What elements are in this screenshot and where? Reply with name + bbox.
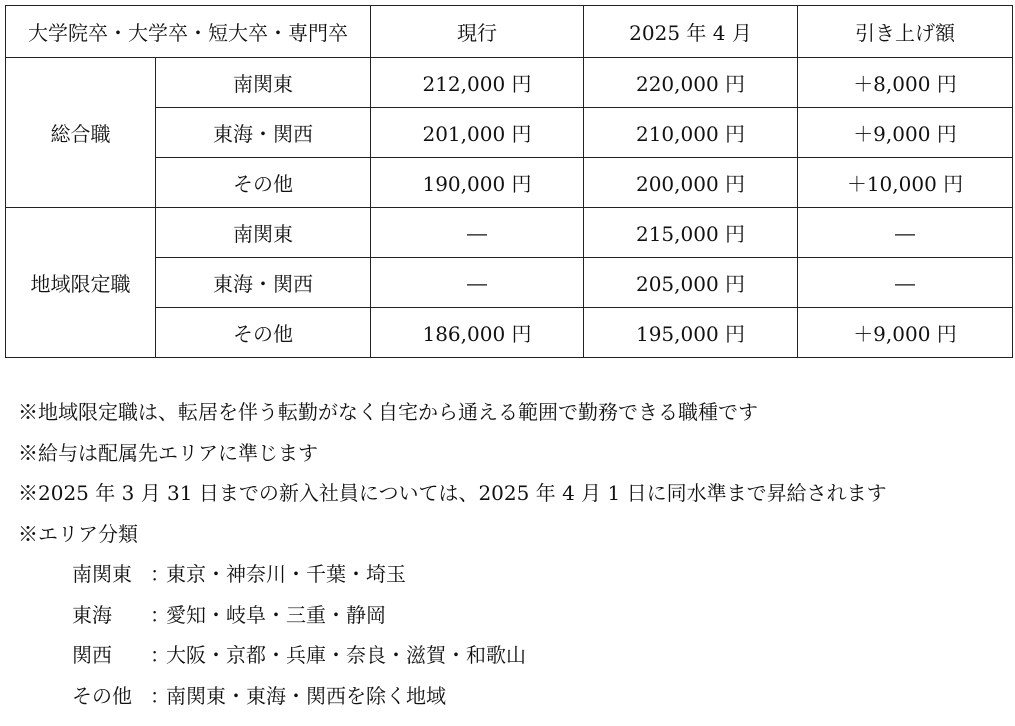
increase-cell: ＋9,000 円 — [798, 108, 1013, 158]
increase-cell: ＋10,000 円 — [798, 158, 1013, 208]
april-2025-salary-cell: 215,000 円 — [584, 208, 798, 258]
area-prefectures: 東京・神奈川・千葉・埼玉 — [166, 562, 406, 586]
region-cell: 東海・関西 — [156, 108, 371, 158]
area-name: 南関東 — [72, 562, 132, 586]
area-colon: ： — [150, 562, 170, 586]
area-item — [18, 676, 1008, 717]
current-salary-cell: 212,000 円 — [371, 58, 584, 108]
increase-cell: ＋9,000 円 — [798, 308, 1013, 358]
table-row — [6, 108, 1013, 158]
april-2025-salary-cell: 210,000 円 — [584, 108, 798, 158]
area-colon: ： — [150, 683, 170, 708]
area-colon: ： — [150, 602, 170, 627]
category-sogoshoku: 総合職 — [6, 58, 156, 208]
area-colon: ： — [150, 643, 170, 667]
area-name: その他 — [72, 683, 132, 708]
increase-cell: ＋8,000 円 — [798, 58, 1013, 108]
table-header-row — [6, 6, 1013, 58]
current-salary-cell: 201,000 円 — [371, 108, 584, 158]
note-raise-schedule: ※2025 年 3 月 31 日までの新入社員については、2025 年 4 月 1 日に同水準まで昇給されます — [18, 481, 887, 505]
area-item — [18, 635, 1008, 676]
april-2025-salary-cell: 205,000 円 — [584, 258, 798, 308]
current-salary-cell: ― — [371, 208, 584, 258]
header-current: 現行 — [371, 6, 584, 58]
category-chiiki-gentei: 地域限定職 — [6, 208, 156, 358]
region-cell: 南関東 — [156, 208, 371, 258]
current-salary-cell: 190,000 円 — [371, 158, 584, 208]
april-2025-salary-cell: 220,000 円 — [584, 58, 798, 108]
notes-section — [18, 392, 1008, 716]
area-name: 関西 — [72, 643, 112, 667]
table-row — [6, 308, 1013, 358]
area-prefectures: 大阪・京都・兵庫・奈良・滋賀・和歌山 — [166, 643, 526, 667]
note-regional-position: ※地域限定職は、転居を伴う転勤がなく自宅から通える範囲で勤務できる職種です — [18, 400, 758, 424]
region-cell: その他 — [156, 158, 371, 208]
header-increase: 引き上げ額 — [798, 6, 1013, 58]
note-area-classification: ※エリア分類 — [18, 521, 138, 546]
region-cell: その他 — [156, 308, 371, 358]
current-salary-cell: 186,000 円 — [371, 308, 584, 358]
area-prefectures: 南関東・東海・関西を除く地域 — [166, 683, 446, 708]
table-row — [6, 58, 1013, 108]
increase-cell: ― — [798, 208, 1013, 258]
header-april-2025: 2025 年 4 月 — [584, 6, 798, 58]
april-2025-salary-cell: 200,000 円 — [584, 158, 798, 208]
salary-table — [5, 5, 1013, 358]
area-item — [18, 595, 1008, 636]
table-row — [6, 208, 1013, 258]
current-salary-cell: ― — [371, 258, 584, 308]
note-salary-area: ※給与は配属先エリアに準じます — [18, 440, 318, 465]
table-row — [6, 258, 1013, 308]
header-education: 大学院卒・大学卒・短大卒・専門卒 — [6, 6, 371, 58]
area-prefectures: 愛知・岐阜・三重・静岡 — [166, 602, 386, 627]
region-cell: 南関東 — [156, 58, 371, 108]
area-item — [18, 554, 1008, 595]
table-row — [6, 158, 1013, 208]
april-2025-salary-cell: 195,000 円 — [584, 308, 798, 358]
increase-cell: ― — [798, 258, 1013, 308]
area-name: 東海 — [72, 602, 112, 627]
region-cell: 東海・関西 — [156, 258, 371, 308]
